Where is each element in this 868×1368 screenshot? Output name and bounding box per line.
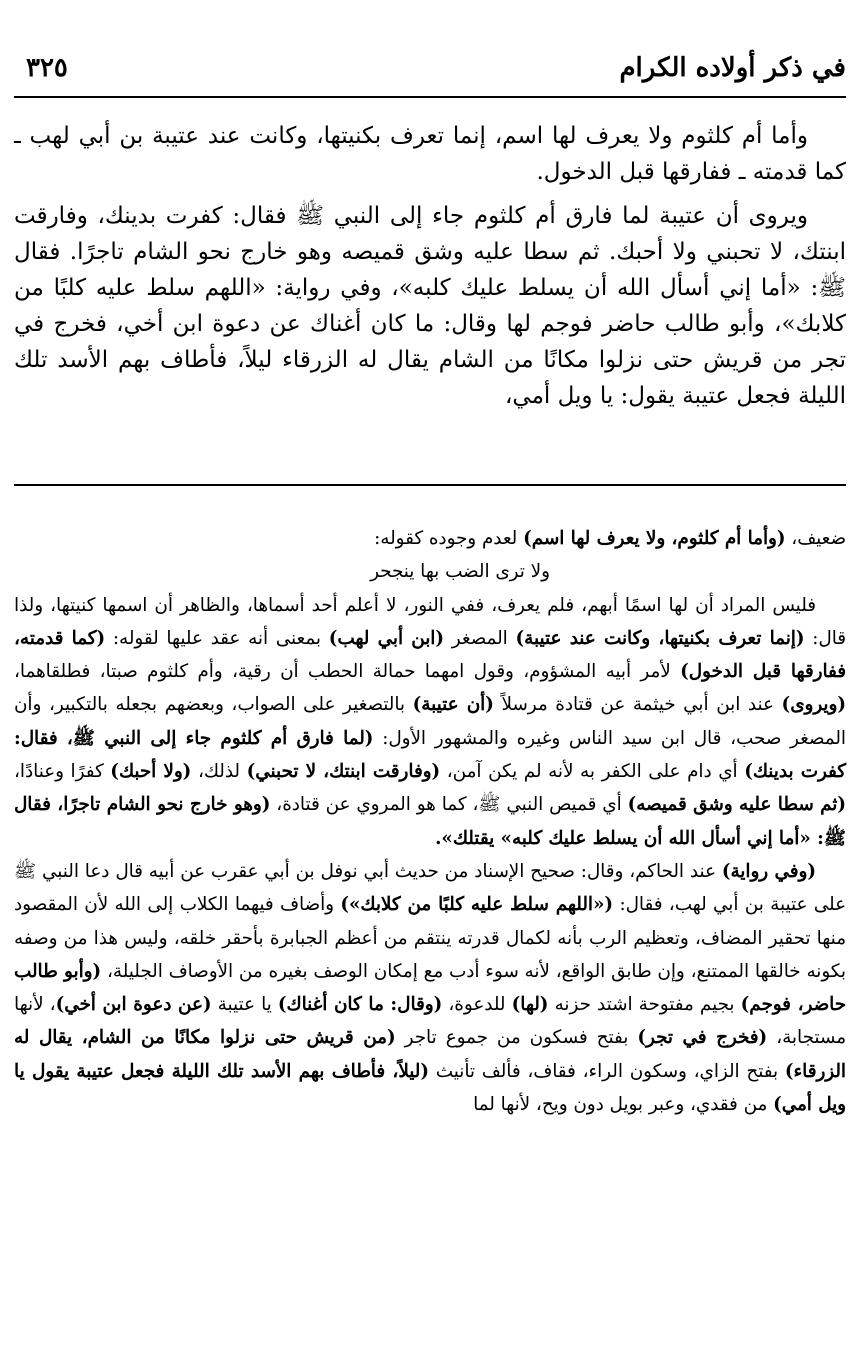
commentary-text: بجيم مفتوحة اشتد حزنه (548, 994, 741, 1016)
quoted-matn: (وهو خارج نحو الشام تاجرًا، فقال ﷺ: «أما إني أسأل الله أن يسلط عليك كلبه» يقتلك». (14, 794, 846, 849)
quoted-matn: (ليلاً، فأطاف بهم الأسد تلك الليلة فجعل عتيبة يقول يا ويل أمي) (14, 1060, 846, 1116)
book-page (14, 0, 846, 1368)
quoted-matn: (ثم سطا عليه وشق قميصه) (627, 794, 846, 816)
quoted-matn: (وقال: ما كان أغناك) (277, 994, 443, 1016)
commentary-paragraph-3 (14, 855, 846, 1121)
page-number: ٣٢٥ (26, 53, 68, 83)
commentary-text: المصغر (444, 627, 516, 649)
quoted-matn: (لها) (511, 994, 549, 1016)
commentary-text: لأمر أبيه المشؤوم، وقول امهما حمالة الحطب أن رقية، وأم كلثوم صبتا، فطلقاهما، (14, 661, 681, 683)
commentary-text: يا عتيبة (211, 994, 278, 1016)
commentary (14, 522, 846, 1352)
quoted-matn: (ابن أبي لهب) (328, 627, 445, 649)
main-paragraph-2: ويروى أن عتيبة لما فارق أم كلثوم جاء إلى النبي ﷺ فقال: كفرت بدينك، وفارقت ابنتك، لا تحبني ولا أحبك. ثم سطا عليه وشق قميصه وهو خارج نحو الشام تاجرًا. فقال ﷺ: «أما إني أسأل الله أن يسلط عليك كلبه»، وفي رواية: «اللهم سلط عليه كلبًا من كلابك»، وأبو طالب حاضر فوجم لها وقال: ما كان أغناك عن دعوة ابن أخي، فخرج في تجر من قريش حتى نزلوا مكانًا من الشام يقال له الزرقاء ليلاً، فأطاف بهم الأسد تلك الليلة فجعل عتيبة يقول: يا ويل أمي، (14, 203, 846, 409)
commentary-text: بالتصغير على الصواب، وبعضهم بجعله بالتكبير، وأن المصغر صحب، قال ابن سيد الناس وغيره والمشهور الأول: (14, 694, 847, 749)
quoted-matn: (وفي رواية) (721, 860, 817, 882)
commentary-text: ضعيف، (785, 528, 846, 549)
commentary-paragraph-2 (14, 589, 846, 855)
commentary-text: بفتح الزاي، وسكون الراء، فقاف، فألف تأنيث (428, 1060, 785, 1082)
commentary-text: كفرًا وعنادًا، (14, 761, 111, 783)
commentary-text: فليس المراد أن لها اسمًا أبهم، فلم يعرف، ففي النور، لا أعلم أحد أسماها، والظاهر أن اسمها كنيتها، ولذا قال: (14, 594, 847, 649)
commentary-text: لذلك، (191, 761, 247, 783)
running-title: في ذكر أولاده الكرام (619, 53, 846, 83)
commentary-text: وأضاف فيهما الكلاب إلى الله لأن المقصود منها تحقير المضاف، وتعظيم الرب بأنه لكمال قدرته ينتقم من أعظم الجبابرة بأحقر خلقه، وليس هذا من وصفه بكونه خالقها الممتنع، وإن طابق الواقع، لأنه سوء أدب مع إمكان الوصف بغيره من الأوصاف الجليلة، (14, 894, 846, 982)
poetry-verse: ولا ترى الضب بها ينجحر (370, 561, 550, 583)
quoted-matn: («اللهم سلط عليه كلبًا من كلابك») (340, 894, 614, 916)
commentary-text: بفتح فسكون من جموع تاجر (395, 1027, 638, 1049)
quoted-matn: (وفارقت ابنتك، لا تحبني) (246, 761, 441, 783)
quoted-matn: (عن دعوة ابن أخي) (55, 994, 212, 1016)
commentary-text: ، لأنها مستجابة، (14, 994, 846, 1049)
commentary-text: أي قميص النبي ﷺ، كما هو المروي عن قتادة، (270, 794, 628, 816)
quoted-matn: (ولا أحبك) (110, 761, 192, 783)
page-header (14, 38, 846, 88)
commentary-text: من فقدي، وعبر بويل دون ويح، لأنها لما (473, 1094, 774, 1116)
quoted-matn: (وأما أم كلثوم، ولا يعرف لها اسم) (523, 528, 786, 549)
commentary-text: بمعنى أنه عقد عليها لقوله: (105, 627, 329, 649)
commentary-text: أي دام على الكفر به لأنه لم يكن آمن، (440, 761, 745, 783)
commentary-text: للدعوة، (442, 994, 512, 1016)
main-text (14, 118, 846, 480)
quoted-matn: (ويروى) (781, 694, 846, 716)
commentary-line-1 (14, 522, 846, 555)
main-paragraph-1: وأما أم كلثوم ولا يعرف لها اسم، إنما تعرف بكنيتها، وكانت عند عتيبة بن أبي لهب ـ كما قدمته ـ ففارقها قبل الدخول. (14, 123, 846, 185)
commentary-divider (14, 484, 846, 486)
commentary-text: عند الحاكم، وقال: صحيح الإسناد من حديث أبي نوفل بن أبي عقرب عن أبيه قال دعا النبي ﷺ على عتيبة بن أبي لهب، فقال: (14, 860, 846, 916)
quoted-matn: (وأبو طالب حاضر، فوجم) (14, 960, 846, 1016)
quoted-matn: (إنما تعرف بكنيتها، وكانت عند عتيبة) (515, 627, 805, 649)
quoted-matn: (كما قدمته، ففارقها قبل الدخول) (14, 627, 846, 683)
commentary-text: لعدم وجوده كقوله: (374, 528, 524, 549)
quoted-matn: (لما فارق أم كلثوم جاء إلى النبي ﷺ، فقال: كفرت بدينك) (14, 727, 846, 783)
quoted-matn: (فخرج في تجر) (637, 1027, 768, 1049)
commentary-text: عند ابن أبي خيثمة عن قتادة مرسلاً (493, 694, 782, 716)
quoted-matn: (أن عتيبة) (412, 694, 494, 716)
header-divider (14, 96, 846, 98)
quoted-matn: (من قريش حتى نزلوا مكانًا من الشام، يقال له الزرقاء) (14, 1027, 847, 1082)
